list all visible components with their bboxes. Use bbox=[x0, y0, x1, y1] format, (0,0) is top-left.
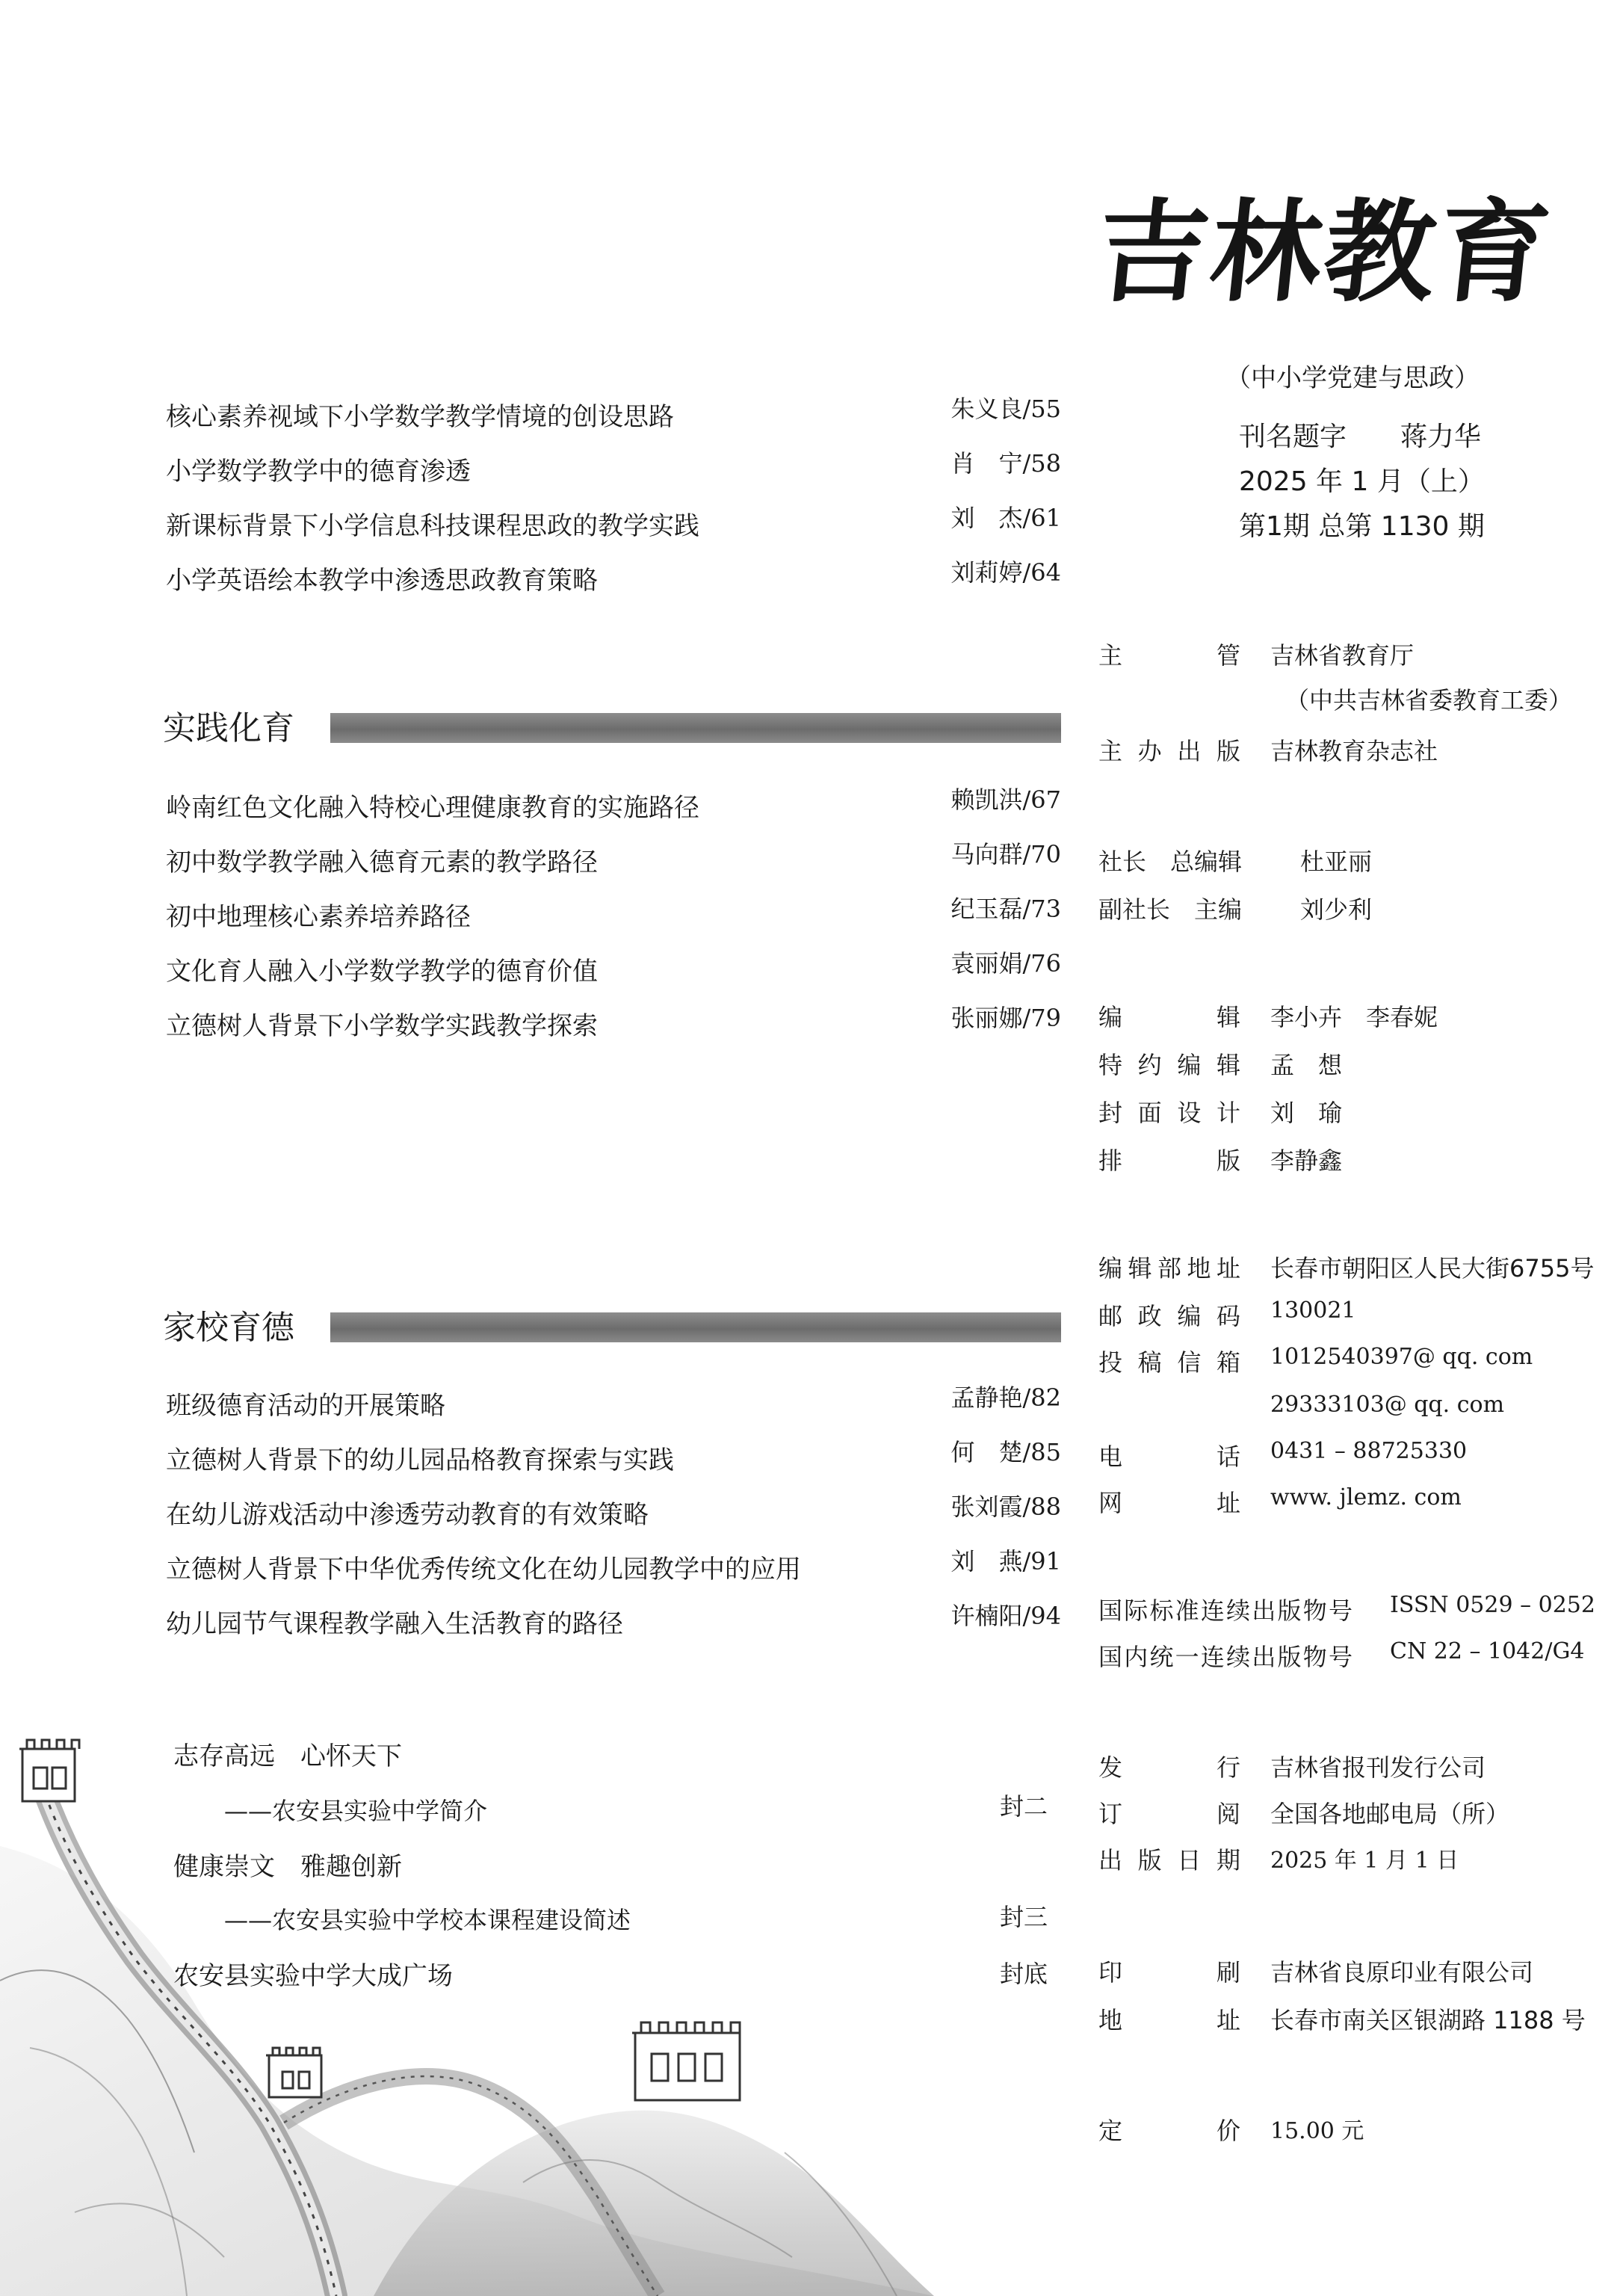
toc-entry-title: 小学英语绘本教学中渗透思政教育策略 bbox=[166, 566, 598, 596]
info-label: 地址 bbox=[1098, 2006, 1240, 2034]
toc-entry[interactable] bbox=[0, 1439, 1061, 1484]
info-row-editors bbox=[1098, 999, 1614, 1034]
issue-number: 第1期 总第 1130 期 bbox=[1239, 511, 1485, 542]
cover-entry-page: 封底 bbox=[1000, 1960, 1048, 1988]
info-label: 投稿信箱 bbox=[1098, 1348, 1240, 1377]
toc-entry-title: 立德树人背景下的幼儿园品格教育探索与实践 bbox=[166, 1445, 674, 1475]
section-divider-bar bbox=[330, 1312, 1061, 1342]
info-row-printer-address bbox=[1098, 2002, 1614, 2037]
toc-entry-author-page: 孟静艳/82 bbox=[950, 1383, 1061, 1412]
toc-entry-author-page: 刘 杰/61 bbox=[950, 504, 1061, 532]
info-value: 李静鑫 bbox=[1270, 1147, 1343, 1175]
info-label: 编辑部地址 bbox=[1098, 1254, 1240, 1283]
cover-entry-subtitle: ——农安县实验中学校本课程建设简述 bbox=[224, 1906, 631, 1934]
issue-date: 2025 年 1 月（上） bbox=[1239, 466, 1485, 497]
toc-entry[interactable] bbox=[0, 396, 1061, 441]
info-row-special-editor bbox=[1098, 1046, 1614, 1082]
info-label: 国际标准连续出版物号 bbox=[1098, 1596, 1352, 1625]
info-row-publisher bbox=[1098, 732, 1614, 768]
info-value: 刘 瑜 bbox=[1270, 1099, 1343, 1127]
info-label: 发行 bbox=[1098, 1753, 1240, 1782]
info-label: 网址 bbox=[1098, 1489, 1240, 1517]
toc-entry-author-page: 赖凯洪/67 bbox=[950, 786, 1061, 814]
info-value: CN 22 – 1042/G4 bbox=[1390, 1638, 1585, 1664]
toc-entry-title: 立德树人背景下小学数学实践教学探索 bbox=[166, 1011, 598, 1041]
info-value: 吉林省报刊发行公司 bbox=[1270, 1753, 1486, 1782]
toc-entry[interactable] bbox=[0, 505, 1061, 550]
toc-entry-author-page: 马向群/70 bbox=[950, 840, 1061, 868]
toc-entry-title: 立德树人背景下中华优秀传统文化在幼儿园教学中的应用 bbox=[166, 1555, 801, 1584]
info-value: ISSN 0529 – 0252 bbox=[1390, 1592, 1595, 1618]
toc-entry[interactable] bbox=[0, 842, 1061, 886]
toc-entry-author-page: 肖 宁/58 bbox=[950, 449, 1061, 478]
info-value: 吉林教育杂志社 bbox=[1270, 737, 1438, 765]
toc-entry-title: 初中地理核心素养培养路径 bbox=[166, 902, 471, 932]
info-row-cn bbox=[1098, 1638, 1614, 1674]
section-header-practice bbox=[163, 701, 1061, 746]
info-value: 130021 bbox=[1270, 1297, 1356, 1324]
info-value: 吉林省教育厅 bbox=[1270, 641, 1415, 670]
info-label: 定价 bbox=[1098, 2117, 1240, 2145]
section-divider-bar bbox=[330, 713, 1061, 743]
info-row-price bbox=[1098, 2112, 1614, 2148]
info-value: 1012540397@ qq. com bbox=[1270, 1344, 1533, 1370]
toc-entry-author-page: 张丽娜/79 bbox=[950, 1004, 1061, 1032]
info-row-website bbox=[1098, 1484, 1614, 1520]
cover-entry-page: 封二 bbox=[1000, 1792, 1048, 1821]
info-value: 李小卉 李春妮 bbox=[1270, 1003, 1438, 1031]
toc-entry-title: 岭南红色文化融入特校心理健康教育的实施路径 bbox=[166, 793, 699, 823]
info-row-president bbox=[1098, 843, 1614, 879]
info-row-phone bbox=[1098, 1438, 1614, 1474]
toc-entry-author-page: 刘 燕/91 bbox=[950, 1547, 1061, 1576]
toc-entry-title: 班级德育活动的开展策略 bbox=[166, 1391, 445, 1421]
journal-series: （中小学党建与思政） bbox=[1225, 363, 1480, 393]
info-row-subscription bbox=[1098, 1795, 1614, 1831]
info-label: 电话 bbox=[1098, 1442, 1240, 1471]
toc-entry-title: 文化育人融入小学数学教学的德育价值 bbox=[166, 957, 598, 987]
info-row-email-2 bbox=[1098, 1392, 1614, 1428]
info-label: 主管 bbox=[1098, 641, 1240, 670]
toc-entry-author-page: 张刘霞/88 bbox=[950, 1493, 1061, 1521]
info-label: 编辑 bbox=[1098, 1003, 1240, 1031]
info-label: 特约编辑 bbox=[1098, 1051, 1240, 1079]
toc-entry[interactable] bbox=[0, 1494, 1061, 1539]
toc-entry-author-page: 袁丽娟/76 bbox=[950, 949, 1061, 978]
toc-entry[interactable] bbox=[0, 896, 1061, 941]
cover-entry-title[interactable]: 志存高远 心怀天下 bbox=[173, 1741, 402, 1771]
info-label: 订阅 bbox=[1098, 1800, 1240, 1828]
section-title: 家校育德 bbox=[163, 1309, 294, 1347]
journal-logo: 吉林教育 bbox=[1090, 188, 1559, 317]
toc-entry-title: 幼儿园节气课程教学融入生活教育的路径 bbox=[166, 1609, 623, 1639]
info-row-issn bbox=[1098, 1592, 1614, 1628]
toc-entry-author-page: 纪玉磊/73 bbox=[950, 895, 1061, 923]
info-row-supervisor-note bbox=[1098, 682, 1614, 718]
info-label: 国内统一连续出版物号 bbox=[1098, 1643, 1352, 1671]
info-label: 副社长 主编 bbox=[1098, 895, 1243, 924]
section-header-home-school bbox=[163, 1300, 1061, 1345]
toc-entry-title: 核心素养视域下小学数学教学情境的创设思路 bbox=[166, 402, 674, 432]
cover-entry-title[interactable]: 农安县实验中学大成广场 bbox=[173, 1961, 453, 1991]
toc-entry-title: 小学数学教学中的德育渗透 bbox=[166, 457, 471, 487]
info-value: 2025 年 1 月 1 日 bbox=[1270, 1848, 1459, 1874]
info-value: 杜亚丽 bbox=[1300, 848, 1373, 876]
toc-entry[interactable] bbox=[0, 1549, 1061, 1593]
info-label: 排版 bbox=[1098, 1147, 1240, 1175]
toc-entry[interactable] bbox=[0, 951, 1061, 996]
toc-entry-title: 初中数学教学融入德育元素的教学路径 bbox=[166, 848, 598, 877]
calligraphy-credit: 刊名题字 蒋力华 bbox=[1239, 422, 1482, 452]
cover-entry-subtitle: ——农安县实验中学简介 bbox=[224, 1797, 488, 1825]
cover-entry-page: 封三 bbox=[1000, 1903, 1048, 1931]
info-label: 出版日期 bbox=[1098, 1846, 1240, 1874]
info-value: 15.00 元 bbox=[1270, 2118, 1364, 2144]
toc-entry[interactable] bbox=[0, 1385, 1061, 1430]
info-label: 印刷 bbox=[1098, 1958, 1240, 1987]
info-row-address bbox=[1098, 1250, 1614, 1286]
info-row-printer bbox=[1098, 1954, 1614, 1990]
info-row-postcode bbox=[1098, 1297, 1614, 1333]
cover-entry-title[interactable]: 健康崇文 雅趣创新 bbox=[173, 1852, 402, 1882]
info-row-vice-president bbox=[1098, 891, 1614, 927]
toc-entry[interactable] bbox=[0, 1005, 1061, 1050]
toc-entry-author-page: 刘莉婷/64 bbox=[950, 558, 1061, 587]
info-value: 孟 想 bbox=[1270, 1051, 1343, 1079]
toc-entry[interactable] bbox=[0, 787, 1061, 832]
info-value: 长春市南关区银湖路 1188 号 bbox=[1270, 2006, 1586, 2034]
info-label: 邮政编码 bbox=[1098, 1302, 1240, 1330]
toc-entry[interactable] bbox=[0, 451, 1061, 496]
info-row-distributor bbox=[1098, 1749, 1614, 1785]
info-label: 封面设计 bbox=[1098, 1099, 1240, 1127]
info-value: 长春市朝阳区人民大街6755号 bbox=[1270, 1254, 1595, 1283]
toc-entry-author-page: 朱义良/55 bbox=[950, 395, 1061, 423]
info-value: 29333103@ qq. com bbox=[1270, 1392, 1505, 1418]
info-value: 刘少利 bbox=[1300, 895, 1373, 924]
info-row-email bbox=[1098, 1344, 1614, 1380]
info-label: 社长 总编辑 bbox=[1098, 848, 1243, 876]
info-row-cover-design bbox=[1098, 1094, 1614, 1130]
info-value: （中共吉林省委教育工委） bbox=[1285, 686, 1573, 715]
info-row-supervisor bbox=[1098, 637, 1614, 673]
toc-entry[interactable] bbox=[0, 1603, 1061, 1648]
info-value: 全国各地邮电局（所） bbox=[1270, 1800, 1510, 1828]
info-value: 0431 – 88725330 bbox=[1270, 1438, 1468, 1464]
toc-entry-title: 新课标背景下小学信息科技课程思政的教学实践 bbox=[166, 511, 699, 541]
info-row-pub-date bbox=[1098, 1842, 1614, 1877]
info-value: 吉林省良原印业有限公司 bbox=[1270, 1958, 1534, 1987]
toc-entry-author-page: 许楠阳/94 bbox=[950, 1602, 1061, 1630]
section-title: 实践化育 bbox=[163, 709, 294, 747]
toc-entry-author-page: 何 楚/85 bbox=[950, 1438, 1061, 1466]
info-value: www. jlemz. com bbox=[1270, 1484, 1462, 1510]
toc-entry[interactable] bbox=[0, 560, 1061, 605]
info-label: 主办出版 bbox=[1098, 737, 1240, 765]
info-row-layout bbox=[1098, 1142, 1614, 1178]
toc-entry-title: 在幼儿游戏活动中渗透劳动教育的有效策略 bbox=[166, 1500, 649, 1530]
